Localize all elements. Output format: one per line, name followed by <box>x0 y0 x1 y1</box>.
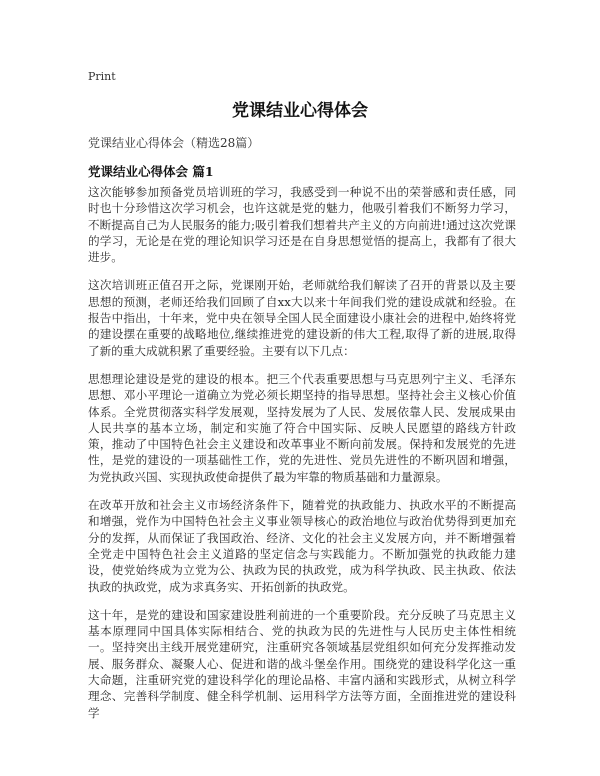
paragraph-4: 在改革开放和社会主义市场经济条件下，随着党的执政能力、执政水平的不断提高和增强，党作为中国特色社会主义事业领导核心的政治地位与政治优势得到更加充分的发挥，从而保证了我国政治、经济、文化的社会主义发展方向，并不断增强着全党走中国特色社会主义道路的坚定信念与实践能力。不断加强党的执政能力建设，使党始终成为立党为公、执政为民的执政党，成为科学执政、民主执政、依法执政的执政党，成为求真务实、开拓创新的执政党。 <box>88 498 516 594</box>
print-label: Print <box>88 70 116 83</box>
section-heading: 党课结业心得体会 篇1 <box>88 164 214 179</box>
paragraph-2: 这次培训班正值召开之际，党课刚开始，老师就给我们解读了召开的背景以及主要思想的预测，老师还给我们回顾了自xx大以来十年间我们党的建设成就和经验。在报告中指出，十年来，党中央在领导全国人民全面建设小康社会的进程中,始终将党的建设摆在重要的战略地位,继续推进党的建设新的伟大工程,取得了新的进展,取得了新的重大成就积累了重要经验。主要有以下几点： <box>88 278 516 358</box>
paragraph-5: 这十年，是党的建设和国家建设胜利前进的一个重要阶段。充分反映了马克思主义基本原理同中国具体实际相结合、党的执政为民的先进性与人民历史主体性相统一。坚持突出主线开展党建研究，注重研究各领域基层党组织如何充分发挥推动发展、服务群众、凝聚人心、促进和谐的战斗堡垒作用。围绕党的建设科学化这一重大命题，注重研究党的建设科学化的理论品格、丰富内涵和实践形式，从树立科学理念、完善科学制度、健全科学机制、运用科学方法等方面，全面推进党的建设科学 <box>88 607 516 720</box>
paragraph-1: 这次能够参加预备党员培训班的学习，我感受到一种说不出的荣誉感和责任感，同时也十分珍惜这次学习机会，也许这就是党的魅力，他吸引着我们不断努力学习，不断提高自己为人民服务的能力;吸引着我们想着共产主义的方向前进!通过这次党课的学习，无论是在党的理论知识学习还是在自身思想觉悟的提高上，我都有了很大进步。 <box>88 185 516 265</box>
document-subtitle: 党课结业心得体会（精选28篇） <box>88 136 260 150</box>
document-title: 党课结业心得体会 <box>232 101 368 121</box>
paragraph-3: 思想理论建设是党的建设的根本。把三个代表重要思想与马克思列宁主义、毛泽东思想、邓小平理论一道确立为党必须长期坚持的指导思想。坚持社会主义核心价值体系。全党贯彻落实科学发展观，坚持发展为了人民、发展依靠人民、发展成果由人民共享的基本立场，制定和实施了符合中国实际、反映人民愿望的路线方针政策，推动了中国特色社会主义建设和改革事业不断向前发展。保持和发展党的先进性，是党的建设的一项基础性工作，党的先进性、党员先进性的不断巩固和增强，为党执政兴国、实现执政使命提供了最为牢靠的物质基础和力量源泉。 <box>88 371 516 484</box>
document-body <box>88 184 516 733</box>
